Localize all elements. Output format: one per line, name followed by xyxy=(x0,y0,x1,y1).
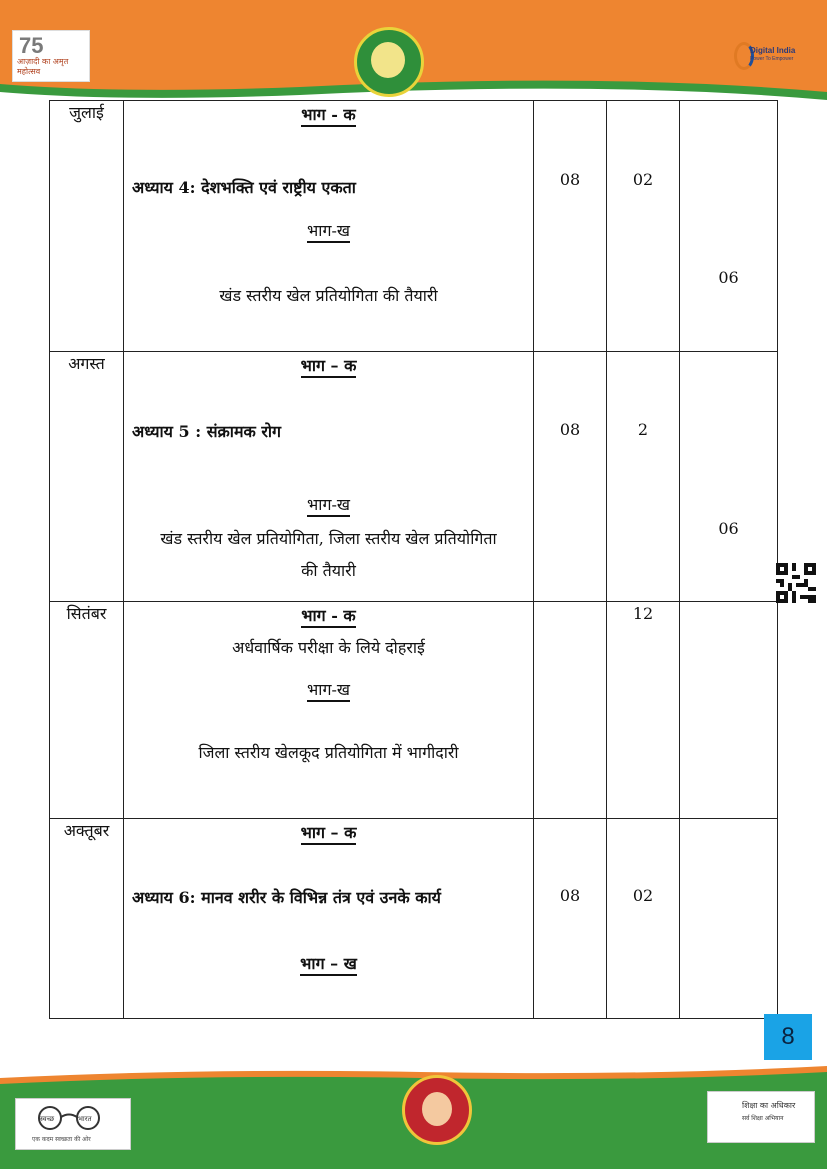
part-a-heading: भाग - क xyxy=(301,105,355,127)
svg-text:भारत: भारत xyxy=(78,1115,92,1123)
value-cell xyxy=(680,819,778,1019)
swachh-bharat-logo: स्वच्छ भारत एक कदम स्वच्छता की ओर xyxy=(15,1098,131,1150)
table-row xyxy=(50,819,778,1019)
part-a-heading: भाग – क xyxy=(301,356,357,378)
part-b-heading: भाग-ख xyxy=(307,680,350,702)
value-cell: 02 xyxy=(607,101,680,352)
value-cell: 08 xyxy=(534,819,607,1019)
monthly-syllabus-table xyxy=(49,100,778,1019)
value-cell: 08 xyxy=(534,352,607,602)
part-a-heading: भाग – क xyxy=(301,823,357,845)
activity-text: जिला स्तरीय खेलकूद प्रतियोगिता में भागीदारी xyxy=(198,743,459,762)
table-row xyxy=(50,602,778,819)
month-cell: जुलाई xyxy=(50,101,124,352)
part-b-heading: भाग – ख xyxy=(300,954,357,976)
value-cell: 08 xyxy=(534,101,607,352)
value-cell: 06 xyxy=(680,101,778,352)
chapter-title: अध्याय 4: देशभक्ति एवं राष्ट्रीय एकता xyxy=(132,178,356,197)
value-cell: 2 xyxy=(607,352,680,602)
table-row xyxy=(50,352,778,602)
beti-bachao-logo xyxy=(402,1075,472,1145)
activity-text: खंड स्तरीय खेल प्रतियोगिता, जिला स्तरीय खेल प्रतियोगिता xyxy=(160,529,497,548)
part-b-heading: भाग-ख xyxy=(307,495,350,517)
month-cell: अक्तूबर xyxy=(50,819,124,1019)
content-cell xyxy=(124,602,534,819)
activity-text: की तैयारी xyxy=(301,561,356,580)
content-cell xyxy=(124,352,534,602)
chapter-title: अध्याय 5 : संक्रामक रोग xyxy=(132,422,282,441)
page-number-badge: 8 xyxy=(764,1014,812,1060)
month-cell: सितंबर xyxy=(50,602,124,819)
chapter-title: अर्धवार्षिक परीक्षा के लिये दोहराई xyxy=(232,638,425,657)
svg-text:स्वच्छ: स्वच्छ xyxy=(40,1115,55,1123)
part-a-heading: भाग - क xyxy=(301,606,355,628)
value-cell: 06 xyxy=(680,352,778,602)
digital-india-logo: Digital India Power To Empower xyxy=(730,40,802,68)
qr-code-icon[interactable] xyxy=(776,563,816,603)
azadi-amrit-mahotsav-logo: 75 आज़ादी का अमृत महोत्सव xyxy=(12,30,90,82)
chapter-title: अध्याय 6: मानव शरीर के विभिन्न तंत्र एवं उनके कार्य xyxy=(132,888,441,907)
activity-text: खंड स्तरीय खेल प्रतियोगिता की तैयारी xyxy=(219,286,438,305)
month-cell: अगस्त xyxy=(50,352,124,602)
shiksha-ka-adhikar-logo: शिक्षा का अधिकार सर्व शिक्षा अभियान xyxy=(707,1091,815,1143)
table-row xyxy=(50,101,778,352)
value-cell: 12 xyxy=(607,602,680,819)
content-cell xyxy=(124,819,534,1019)
board-emblem-logo xyxy=(354,27,424,97)
value-cell: 02 xyxy=(607,819,680,1019)
part-b-heading: भाग-ख xyxy=(307,221,350,243)
value-cell xyxy=(680,602,778,819)
value-cell xyxy=(534,602,607,819)
content-cell xyxy=(124,101,534,352)
